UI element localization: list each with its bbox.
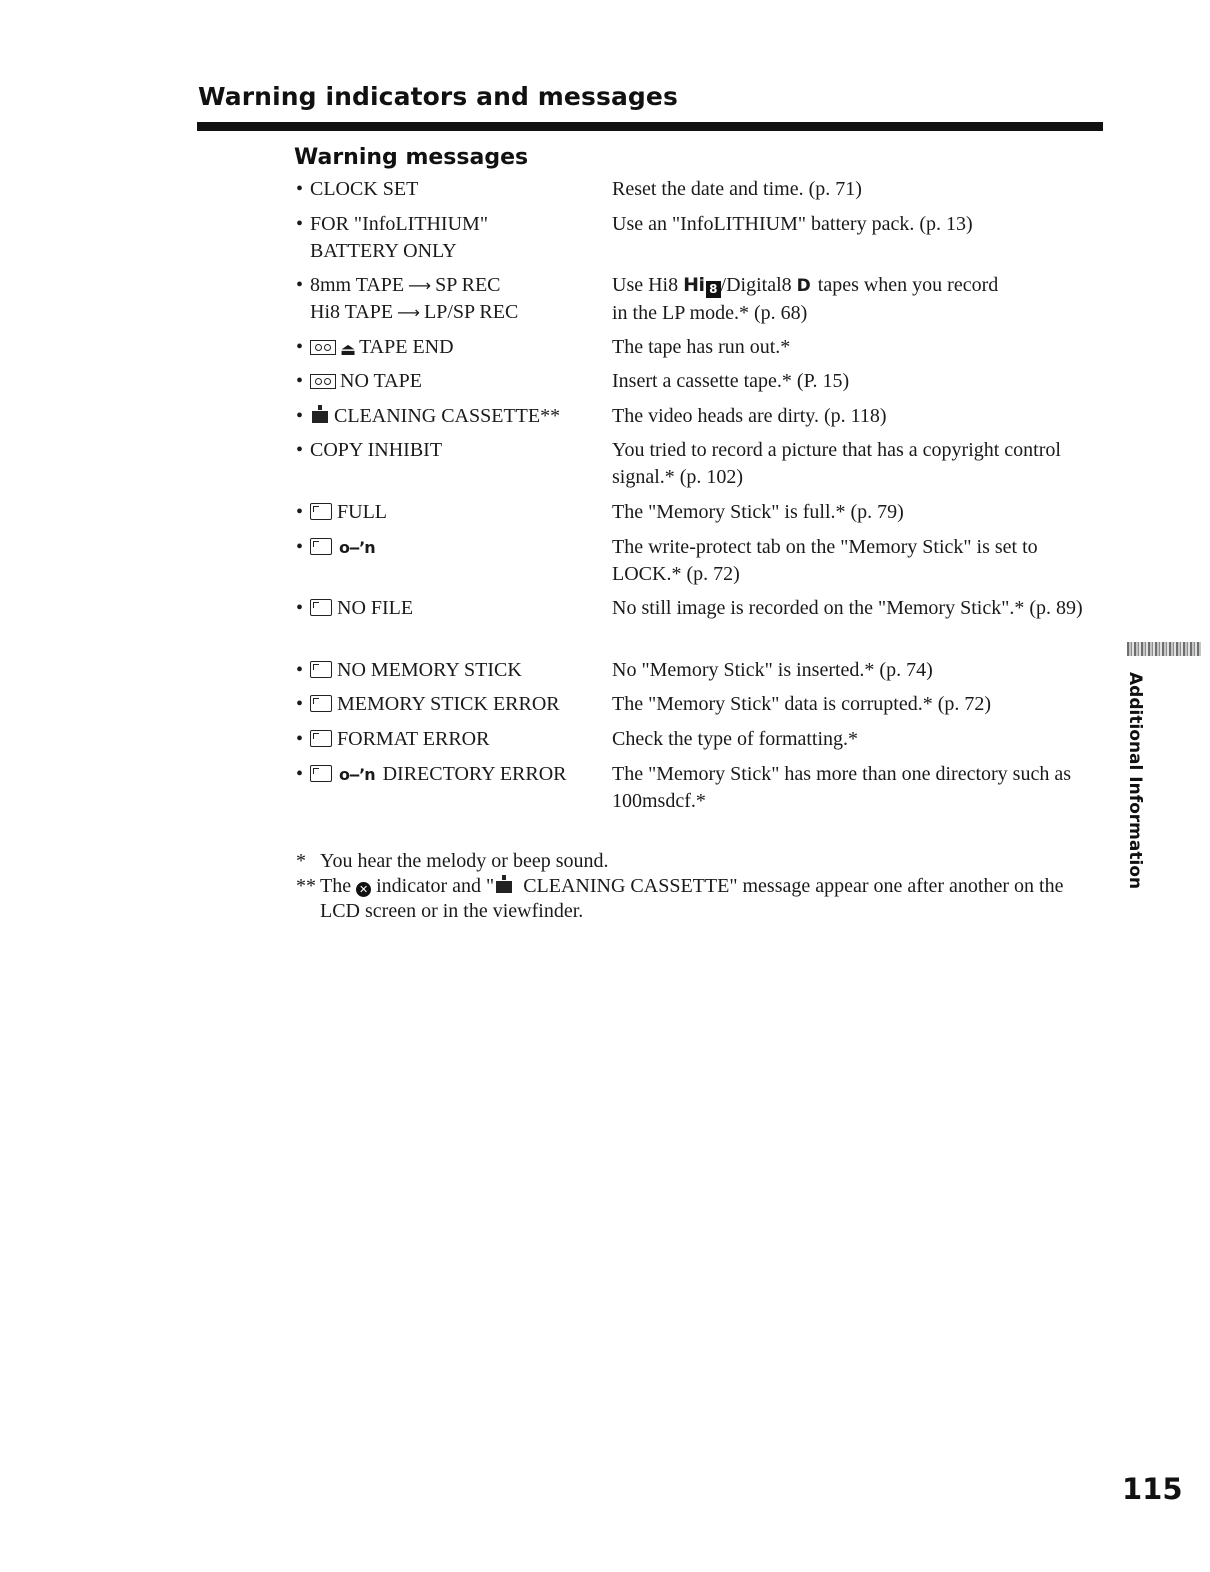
message-description: You tried to record a picture that has a copyright control signal.* (p. 102) [612,439,1061,488]
arrow-right-icon: ⟶ [397,303,420,322]
message-term: • MEMORY STICK ERROR [296,693,560,715]
footnote-double: ** The ✕ indicator and " CLEANING CASSETTE" message appear one after another on the LCD screen or in the viewfinder. [296,875,1064,922]
section-title: Warning messages [294,145,529,170]
section-side-tab: Additional Information [1125,672,1145,890]
message-description: No "Memory Stick" is inserted.* (p. 74) [612,659,933,681]
message-term: • o‒ʼn [296,534,606,561]
arrow-right-icon: ⟶ [408,276,432,295]
memory-stick-error-icon [310,695,332,712]
message-description: Check the type of formatting.* [612,728,859,750]
message-term: • 8mm TAPE ⟶ SP REC Hi8 TAPE ⟶ LP/SP REC [296,274,519,323]
message-description: Use Hi8 Hi 8 /Digital8 D tapes when you record in the LP mode.* (p. 68) [612,274,999,324]
message-term: • COPY INHIBIT [296,439,443,461]
message-description: The "Memory Stick" has more than one directory such as 100msdcf.* [612,763,1071,812]
message-description: Reset the date and time. (p. 71) [612,178,862,200]
page-number: 115 [1122,1472,1183,1506]
memory-stick-icon [310,503,332,520]
message-term: • FOR "InfoLITHIUM" BATTERY ONLY [296,213,488,262]
eject-icon: ⏏ [340,340,357,360]
message-description: The "Memory Stick" data is corrupted.* (p. 72) [612,693,992,715]
digital8-logo-icon: D [796,276,811,296]
lock-key-icon: o‒ʼn [339,765,375,784]
cleaning-cassette-icon [312,411,328,423]
warning-indicator-icon: ✕ [356,882,371,897]
message-term: • NO FILE [296,597,414,619]
message-term: • NO TAPE [296,370,422,392]
lock-key-icon: o‒ʼn [339,538,375,557]
message-description: The write-protect tab on the "Memory Stick" is set to LOCK.* (p. 72) [612,536,1038,585]
message-description: The video heads are dirty. (p. 118) [612,405,887,427]
message-term: • CLOCK SET [296,178,419,200]
memory-stick-icon [310,599,332,616]
message-term: • CLEANING CASSETTE** [296,405,561,427]
cassette-tape-icon [310,340,336,355]
message-description: The "Memory Stick" is full.* (p. 79) [612,501,904,523]
memory-stick-icon [310,538,332,555]
memory-stick-icon [310,765,332,782]
hi8-logo-icon: Hi 8 [683,274,720,296]
cleaning-cassette-icon [496,881,512,893]
message-term: • ⏏ TAPE END [296,334,606,364]
message-description: The tape has run out.* [612,336,791,358]
message-description: Insert a cassette tape.* (P. 15) [612,370,850,392]
page-title: Warning indicators and messages [198,82,678,111]
message-term: • NO MEMORY STICK [296,659,522,681]
message-term: • FORMAT ERROR [296,728,490,750]
memory-stick-error-icon [310,730,332,747]
message-term: • o‒ʼn DIRECTORY ERROR [296,761,606,788]
message-description: Use an "InfoLITHIUM" battery pack. (p. 13) [612,213,973,235]
cassette-tape-icon [310,374,336,389]
section-tab-marker [1127,642,1201,656]
footnote-single: * You hear the melody or beep sound. [296,850,609,872]
memory-stick-icon [310,661,332,678]
message-term: • FULL [296,501,387,523]
message-description: No still image is recorded on the "Memory Stick".* (p. 89) [612,597,1083,619]
